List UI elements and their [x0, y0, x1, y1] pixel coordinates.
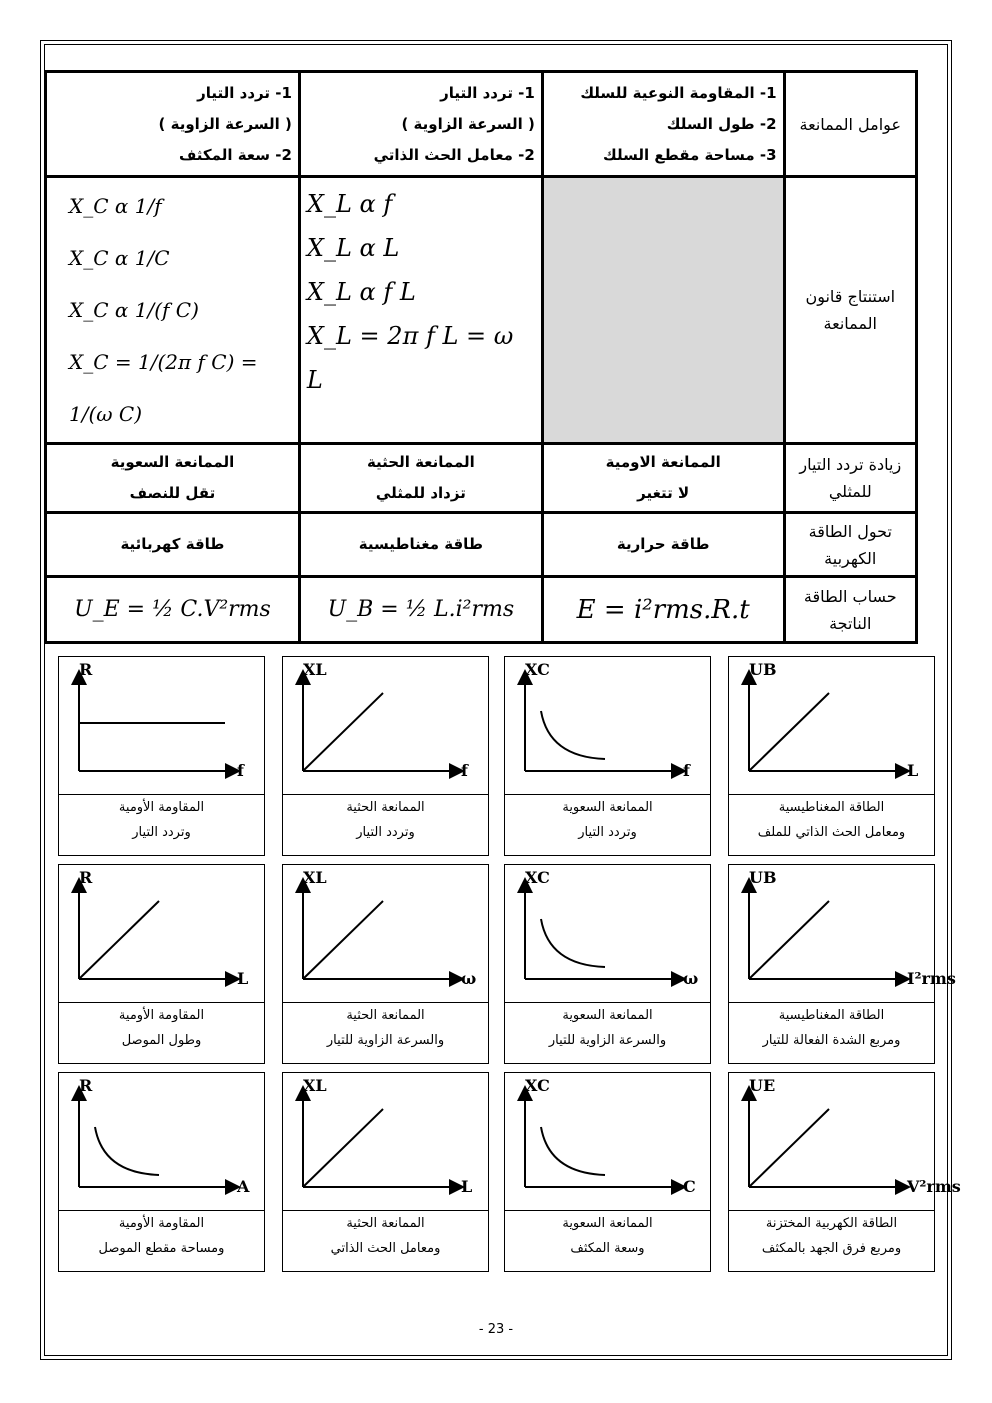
graph-caption — [282, 1210, 489, 1272]
table-row — [46, 513, 917, 577]
x-axis-label: A — [237, 1177, 250, 1196]
x-axis-label: I²rms — [907, 969, 956, 988]
graph-caption — [504, 1210, 711, 1272]
row-header: تحول الطاقة الكهربية — [784, 513, 916, 577]
capacitive-factors — [46, 72, 300, 177]
graph-curve — [541, 711, 605, 759]
caption-line: الممانعة الحثية — [346, 1008, 425, 1023]
graph-svg — [505, 657, 710, 794]
graph-plot — [282, 656, 489, 795]
text-line: تقل للنصف — [129, 484, 216, 502]
equation: X_L = 2π f L = ω L — [306, 322, 514, 394]
table-row — [46, 177, 917, 444]
text-line: ( السرعة الزاوية ) — [401, 114, 535, 133]
graph-line — [303, 693, 383, 771]
text-line: ( السرعة الزاوية ) — [158, 114, 292, 133]
y-axis-label: UB — [749, 868, 777, 887]
graph-line — [303, 901, 383, 979]
text-line: الممانعة الحثية — [366, 453, 475, 471]
graph-caption — [728, 1210, 935, 1272]
graph-svg — [283, 1073, 488, 1210]
graph-svg — [283, 865, 488, 1002]
graph-curve — [541, 919, 605, 967]
text-line: 2- طول السلك — [666, 114, 777, 133]
inductive-frequency-effect — [299, 444, 542, 513]
row-header: حساب الطاقة الناتجة — [784, 577, 916, 643]
row-header: استنتاج قانون الممانعة — [784, 177, 916, 444]
graph-caption — [58, 1002, 265, 1064]
text-line: الممانعة الاومية — [605, 453, 721, 471]
table-row — [46, 444, 917, 513]
equation: X_C α 1/C — [69, 246, 170, 270]
caption-line: وسعة المكثف — [570, 1241, 645, 1256]
graph-plot — [728, 656, 935, 795]
graph-line — [79, 901, 159, 979]
x-axis-label: V²rms — [907, 1177, 961, 1196]
caption-line: الممانعة الحثية — [346, 1216, 425, 1231]
graph-svg — [59, 657, 264, 794]
x-axis-label: ω — [683, 969, 699, 988]
graph-svg — [283, 657, 488, 794]
caption-line: ومعامل الحث الذاتي — [330, 1241, 441, 1256]
y-axis-label: UE — [749, 1076, 776, 1095]
y-axis-label: XC — [525, 660, 550, 679]
text-line: 1- المقاومة النوعية للسلك — [580, 83, 777, 102]
y-axis-label: R — [79, 660, 93, 679]
caption-line: وتردد التيار — [356, 825, 415, 840]
graph-svg — [729, 1073, 961, 1210]
page-number: - 23 - — [478, 1322, 514, 1337]
inductive-energy-type: طاقة مغناطيسية — [299, 513, 542, 577]
graph-curve — [95, 1127, 159, 1175]
text-line: 3- مساحة مقطع السلك — [603, 145, 777, 164]
equation: X_C α 1/(f C) — [69, 298, 199, 322]
graph-caption — [58, 794, 265, 856]
inductive-factors — [299, 72, 542, 177]
graph-plot — [504, 864, 711, 1003]
graph-plot — [282, 1072, 489, 1211]
caption-line: الممانعة السعوية — [562, 1008, 653, 1023]
graph-plot — [728, 864, 956, 1003]
graph-svg — [59, 865, 264, 1002]
x-axis-label: L — [907, 761, 919, 780]
resistance-factors — [542, 72, 784, 177]
y-axis-label: R — [79, 1076, 93, 1095]
caption-line: ومساحة مقطع الموصل — [98, 1241, 225, 1256]
text-line: 2- معامل الحث الذاتي — [373, 145, 535, 164]
graph-line — [303, 1109, 383, 1187]
caption-line: ومعامل الحث الذاتي للملف — [757, 825, 906, 840]
graph-plot — [504, 656, 711, 795]
graph-plot — [58, 864, 265, 1003]
caption-line: المقاومة الأومية — [118, 1008, 205, 1023]
y-axis-label: UB — [749, 660, 777, 679]
text-line: تزداد للمثلي — [375, 484, 466, 502]
equation: X_C α 1/f — [69, 194, 162, 218]
text-line: 2- سعة المكثف — [178, 145, 292, 164]
graph-plot — [728, 1072, 961, 1211]
graph-plot — [282, 864, 489, 1003]
caption-line: ومربع فرق الجهد بالمكثف — [761, 1241, 902, 1256]
graph-caption — [728, 794, 935, 856]
y-axis-label: XL — [303, 660, 327, 679]
resistance-empty-cell — [542, 177, 784, 444]
caption-line: الممانعة الحثية — [346, 800, 425, 815]
x-axis-label: L — [237, 969, 249, 988]
x-axis-label: f — [683, 761, 690, 780]
caption-line: المقاومة الأومية — [118, 1216, 205, 1231]
row-header: عوامل الممانعة — [784, 72, 916, 177]
equation: X_L α L — [306, 234, 400, 262]
caption-line: وتردد التيار — [578, 825, 637, 840]
text-line: 1- تردد التيار — [440, 83, 535, 102]
graph-caption — [282, 1002, 489, 1064]
capacitive-frequency-effect — [46, 444, 300, 513]
caption-line: الطاقة المغناطيسية — [778, 1008, 885, 1023]
capacitive-energy-type: طاقة كهربائية — [46, 513, 300, 577]
text-line: لا تتغير — [637, 484, 690, 502]
graph-plot — [58, 656, 265, 795]
resistance-energy-formula: E = i²rms.R.t — [542, 577, 784, 643]
graph-svg — [59, 1073, 264, 1210]
graph-plot — [504, 1072, 711, 1211]
caption-line: وطول الموصل — [121, 1033, 202, 1048]
equation: X_L α f — [306, 190, 393, 218]
equation: X_C = 1/(2π f C) = 1/(ω C) — [69, 350, 258, 426]
caption-line: ومربع الشدة الفعالة للتيار — [762, 1033, 901, 1048]
capacitive-law-equations — [46, 177, 300, 444]
x-axis-label: f — [461, 761, 468, 780]
caption-line: الممانعة السعوية — [562, 800, 653, 815]
graph-caption — [282, 794, 489, 856]
graph-line — [749, 1109, 829, 1187]
caption-line: الطاقة المغناطيسية — [778, 800, 885, 815]
resistance-energy-type: طاقة حرارية — [542, 513, 784, 577]
table-row — [46, 577, 917, 643]
caption-line: والسرعة الزاوية للتيار — [326, 1033, 445, 1048]
x-axis-label: C — [683, 1177, 696, 1196]
graph-svg — [729, 865, 956, 1002]
y-axis-label: R — [79, 868, 93, 887]
graph-caption — [504, 794, 711, 856]
y-axis-label: XL — [303, 1076, 327, 1095]
equation: X_L α f L — [306, 278, 416, 306]
graph-line — [749, 901, 829, 979]
graph-caption — [504, 1002, 711, 1064]
x-axis-label: L — [461, 1177, 473, 1196]
graph-line — [749, 693, 829, 771]
table-row — [46, 72, 917, 177]
y-axis-label: XC — [525, 1076, 550, 1095]
graph-caption — [58, 1210, 265, 1272]
caption-line: والسرعة الزاوية للتيار — [548, 1033, 667, 1048]
capacitive-energy-formula: U_E = ½ C.V²rms — [46, 577, 300, 643]
text-line: الممانعة السعوية — [110, 453, 235, 471]
row-header: زيادة تردد التيار للمثلي — [784, 444, 916, 513]
graph-curve — [541, 1127, 605, 1175]
caption-line: الممانعة السعوية — [562, 1216, 653, 1231]
graph-caption — [728, 1002, 935, 1064]
y-axis-label: XC — [525, 868, 550, 887]
graph-svg — [729, 657, 934, 794]
caption-line: المقاومة الأومية — [118, 800, 205, 815]
resistance-frequency-effect — [542, 444, 784, 513]
graph-svg — [505, 1073, 710, 1210]
y-axis-label: XL — [303, 868, 327, 887]
inductive-energy-formula: U_B = ½ L.i²rms — [299, 577, 542, 643]
graph-plot — [58, 1072, 265, 1211]
impedance-table — [44, 70, 918, 644]
x-axis-label: ω — [461, 969, 477, 988]
caption-line: وتردد التيار — [132, 825, 191, 840]
inductive-law-equations — [299, 177, 542, 444]
text-line: 1- تردد التيار — [197, 83, 292, 102]
x-axis-label: f — [237, 761, 244, 780]
caption-line: الطاقة الكهربية المختزنة — [765, 1216, 898, 1231]
graph-svg — [505, 865, 710, 1002]
